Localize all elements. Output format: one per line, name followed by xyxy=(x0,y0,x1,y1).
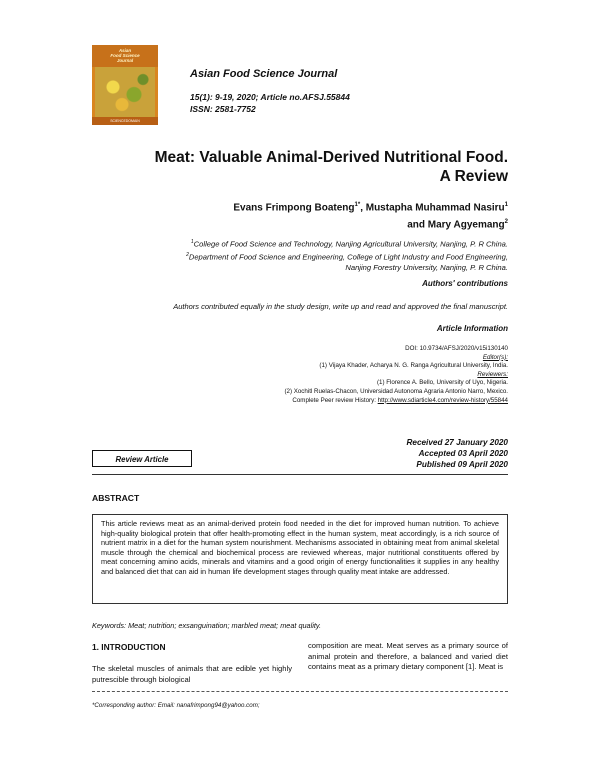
introduction-column-2: composition are meat. Meat serves as a primary source of animal protein and therefore, a balanced and varied diet contains meat as a primary dietary component [1]. Meat is xyxy=(308,641,508,672)
author-line xyxy=(88,198,508,215)
author-name: , Mustapha Muhammad Nasiru xyxy=(360,202,505,214)
reviewers-label: Reviewers: xyxy=(477,370,508,378)
affiliations xyxy=(68,237,508,273)
reviewer-entry: (1) Florence A. Bello, University of Uyo, Nigeria. xyxy=(376,379,508,387)
article-info xyxy=(88,345,508,405)
abstract-text: This article reviews meat as an animal-derived protein food needed in the diet for improved human nutrition. To achieve high-quality biological protein that offer health-promoting effect in the human system, meat accordingly, is a rich source of nutrient matrix in a diet for the human system nourishment. Mechanisms associated in obtaining meat from animal skeletal muscle through the chemical and biochemical process are reviewed whereas, major nutritional constituents offered by meat concerning amino acids, minerals and vitamins and a good origin of energy functionalities it supplies in any healthy and balanced diet that can aid in human life development stages through quality meat intake are addressed. xyxy=(101,519,499,576)
doi: DOI: 10.9734/AFSJ/2020/v15i130140 xyxy=(405,345,508,352)
author-line xyxy=(88,215,508,232)
affiliation-mark: 2 xyxy=(186,251,189,258)
author-name: and Mary Agyemang xyxy=(407,219,505,231)
contributions-heading: Authors' contributions xyxy=(422,279,508,288)
history-label: Complete Peer review History: xyxy=(292,396,378,404)
paper-title-line: Meat: Valuable Animal-Derived Nutritional Food. xyxy=(154,149,508,166)
author-affiliation-mark: 1* xyxy=(354,202,361,208)
paper-title-line: A Review xyxy=(439,168,508,185)
journal-issn: ISSN: 2581-7752 xyxy=(190,104,256,114)
journal-volume: 15(1): 9-19, 2020; Article no.AFSJ.55844 xyxy=(190,92,350,102)
affiliation-2 xyxy=(68,250,508,263)
editor-entry: (1) Vijaya Khader, Acharya N. G. Ranga Agricultural University, India. xyxy=(319,362,508,370)
affiliation-mark: 1 xyxy=(190,239,194,245)
received-date: Received 27 January 2020 xyxy=(406,438,508,447)
divider xyxy=(92,474,508,475)
cover-title-line: Food Science xyxy=(110,53,140,58)
editors-label: Editor(s): xyxy=(482,353,508,361)
introduction-heading: 1. INTRODUCTION xyxy=(92,642,166,652)
abstract-box xyxy=(92,514,508,604)
affiliation-text: Department of Food Science and Engineering, College of Light Industry and Food Engineering, xyxy=(188,252,508,262)
affiliation-1 xyxy=(68,237,508,250)
contributions-text: Authors contributed equally in the study design, write up and read and approved the final manuscript. xyxy=(173,302,508,311)
peer-review-history xyxy=(88,397,508,406)
cover-title xyxy=(96,48,154,63)
introduction-column-1: The skeletal muscles of animals that are edible yet highly putrescible through biological xyxy=(92,664,292,684)
article-type-badge: Review Article xyxy=(92,450,192,467)
cover-food-photo xyxy=(95,67,155,117)
author-affiliation-mark: 1 xyxy=(504,202,508,208)
footnote-divider xyxy=(92,691,508,692)
cover-tag: SCIENCEDOMAIN xyxy=(110,119,140,123)
journal-name: Asian Food Science Journal xyxy=(190,68,338,80)
journal-cover-image xyxy=(92,45,158,125)
author-list xyxy=(88,198,508,233)
affiliation-text: Nanjing Forestry University, Nanjing, P. R China. xyxy=(345,263,508,273)
paper-title xyxy=(88,148,508,186)
keywords: Keywords: Meat; nutrition; exsanguination; marbled meat; meat quality. xyxy=(92,621,322,630)
corresponding-author-footnote: *Corresponding author: Email: nanafrimpong94@yahoo.com; xyxy=(92,702,260,709)
history-link[interactable]: http://www.sdiarticle4.com/review-history/55844 xyxy=(377,396,508,404)
reviewer-entry: (2) Xochitl Ruelas-Chacon, Universidad Autonoma Agraria Antonio Narro, Mexico. xyxy=(284,387,508,395)
cover-title-line: Asian xyxy=(118,48,132,53)
affiliation-text: College of Food Science and Technology, Nanjing Agricultural University, Nanjing, P. R China. xyxy=(193,239,508,249)
cover-title-line: Journal xyxy=(116,58,134,63)
author-affiliation-mark: 2 xyxy=(504,219,508,226)
article-info-heading: Article Information xyxy=(436,324,508,333)
author-name: Evans Frimpong Boateng xyxy=(233,202,355,214)
cover-footer xyxy=(92,117,158,125)
published-date: Published 09 April 2020 xyxy=(416,460,508,469)
abstract-heading: ABSTRACT xyxy=(92,493,140,503)
accepted-date: Accepted 03 April 2020 xyxy=(418,449,508,458)
article-dates xyxy=(406,437,508,470)
